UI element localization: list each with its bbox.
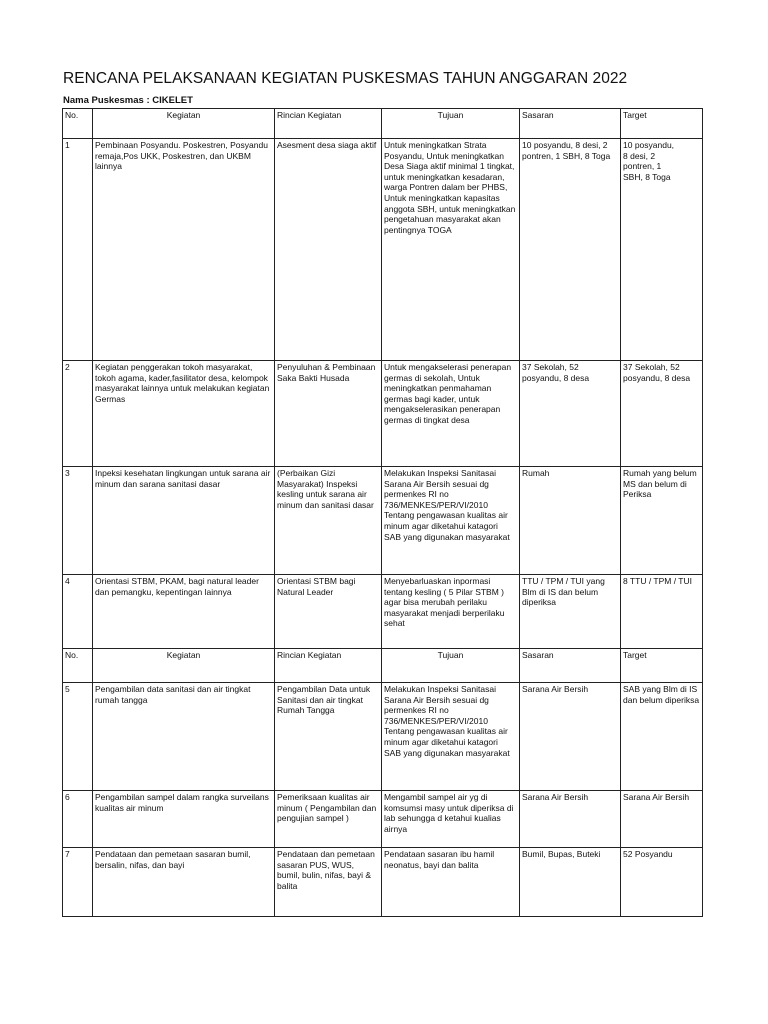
header-target: Target [621, 109, 703, 139]
cell-target: 8 TTU / TPM / TUI [621, 575, 703, 649]
header-sasaran: Sasaran [520, 109, 621, 139]
cell-sasaran: TTU / TPM / TUI yang Blm di IS dan belum diperiksa [520, 575, 621, 649]
cell-rincian: (Perbaikan Gizi Masyarakat) Inspeksi kesling untuk sarana air minum dan sanitasi dasar [275, 467, 382, 575]
header-kegiatan: Kegiatan [93, 109, 275, 139]
cell-target: SAB yang Blm di IS dan belum diperiksa [621, 683, 703, 791]
cell-no: 2 [63, 361, 93, 467]
cell-target: Rumah yang belum MS dan belum di Periksa [621, 467, 703, 575]
table-header-row [63, 109, 703, 139]
table-row [63, 575, 703, 649]
header-no: No. [63, 649, 93, 683]
table-row [63, 361, 703, 467]
cell-rincian: Penyuluhan & Pembinaan Saka Bakti Husada [275, 361, 382, 467]
cell-target: 37 Sekolah, 52 posyandu, 8 desa [621, 361, 703, 467]
header-tujuan: Tujuan [382, 109, 520, 139]
cell-sasaran: 10 posyandu, 8 desi, 2 pontren, 1 SBH, 8 Toga [520, 139, 621, 361]
cell-kegiatan: Orientasi STBM, PKAM, bagi natural leader dan pemangku, kepentingan lainnya [93, 575, 275, 649]
header-kegiatan: Kegiatan [93, 649, 275, 683]
cell-target: 52 Posyandu [621, 848, 703, 917]
cell-no: 4 [63, 575, 93, 649]
header-rincian: Rincian Kegiatan [275, 109, 382, 139]
cell-tujuan: Untuk mengakselerasi penerapan germas di sekolah, Untuk meningkatkan penmahaman germas bagi kader, untuk mengakselerasikan penerapan germas di tingkat desa [382, 361, 520, 467]
cell-tujuan: Pendataan sasaran ibu hamil neonatus, bayi dan balita [382, 848, 520, 917]
header-sasaran: Sasaran [520, 649, 621, 683]
table-row [63, 791, 703, 848]
cell-target: 10 posyandu, 8 desi, 2 pontren, 1 SBH, 8 Toga [621, 139, 703, 361]
cell-kegiatan: Pengambilan data sanitasi dan air tingkat rumah tangga [93, 683, 275, 791]
cell-sasaran: 37 Sekolah, 52 posyandu, 8 desa [520, 361, 621, 467]
table-row [63, 848, 703, 917]
table-header-row [63, 649, 703, 683]
table-row [63, 683, 703, 791]
header-rincian: Rincian Kegiatan [275, 649, 382, 683]
cell-sasaran: Bumil, Bupas, Buteki [520, 848, 621, 917]
header-target: Target [621, 649, 703, 683]
cell-rincian: Asesment desa siaga aktif [275, 139, 382, 361]
cell-target: Sarana Air Bersih [621, 791, 703, 848]
cell-rincian: Orientasi STBM bagi Natural Leader [275, 575, 382, 649]
cell-rincian: Pemeriksaan kualitas air minum ( Pengambilan dan pengujian sampel ) [275, 791, 382, 848]
cell-tujuan: Menyebarluaskan inpormasi tentang kesling ( 5 Pilar STBM ) agar bisa merubah perilaku masyarakat menjadi berperilaku sehat [382, 575, 520, 649]
cell-sasaran: Sarana Air Bersih [520, 791, 621, 848]
cell-no: 5 [63, 683, 93, 791]
cell-kegiatan: Inpeksi kesehatan lingkungan untuk sarana air minum dan sarana sanitasi dasar [93, 467, 275, 575]
cell-tujuan: Untuk meningkatkan Strata Posyandu, Untuk meningkatkan Desa Siaga aktif minimal 1 tingkat, untuk meningkatkan kesadaran, warga Pontren dalam ber PHBS, Untuk meningkatkan kapasitas anggota SBH, untuk meningkatkan pengetahuan masyarakat akan pentingnya TOGA [382, 139, 520, 361]
puskesmas-name: Nama Puskesmas : CIKELET [63, 95, 193, 106]
cell-tujuan: Melakukan Inspeksi Sanitasai Sarana Air Bersih sesuai dg permenkes RI no 736/MENKES/PER/VI/2010 Tentang pengawasan kualitas air minum agar diketahui katagori SAB yang digunakan masyarakat [382, 467, 520, 575]
cell-sasaran: Sarana Air Bersih [520, 683, 621, 791]
table-row [63, 467, 703, 575]
cell-kegiatan: Pembinaan Posyandu. Poskestren, Posyandu remaja,Pos UKK, Poskestren, dan UKBM lainnya [93, 139, 275, 361]
cell-kegiatan: Pendataan dan pemetaan sasaran bumil, bersalin, nifas, dan bayi [93, 848, 275, 917]
cell-rincian: Pendataan dan pemetaan sasaran PUS, WUS, bumil, bulin, nifas, bayi & balita [275, 848, 382, 917]
header-tujuan: Tujuan [382, 649, 520, 683]
cell-no: 3 [63, 467, 93, 575]
table-row [63, 139, 703, 361]
cell-sasaran: Rumah [520, 467, 621, 575]
cell-rincian: Pengambilan Data untuk Sanitasi dan air tingkat Rumah Tangga [275, 683, 382, 791]
document-title: RENCANA PELAKSANAAN KEGIATAN PUSKESMAS TAHUN ANGGARAN 2022 [63, 70, 628, 87]
cell-kegiatan: Kegiatan penggerakan tokoh masyarakat, tokoh agama, kader,fasilitator desa, kelompok masyarakat lainnya untuk melakukan kegiatan Germas [93, 361, 275, 467]
cell-no: 6 [63, 791, 93, 848]
cell-tujuan: Melakukan Inspeksi Sanitasai Sarana Air Bersih sesuai dg permenkes RI no 736/MENKES/PER/VI/2010 Tentang pengawasan kualitas air minum agar diketahui katagori SAB yang digunakan masyarakat [382, 683, 520, 791]
cell-no: 7 [63, 848, 93, 917]
header-no: No. [63, 109, 93, 139]
cell-no: 1 [63, 139, 93, 361]
cell-tujuan: Mengambil sampel air yg di komsumsi masy untuk diperiksa di lab sehungga d ketahui kualias airnya [382, 791, 520, 848]
activity-table [62, 108, 703, 917]
cell-kegiatan: Pengambilan sampel dalam rangka surveilans kualitas air minum [93, 791, 275, 848]
